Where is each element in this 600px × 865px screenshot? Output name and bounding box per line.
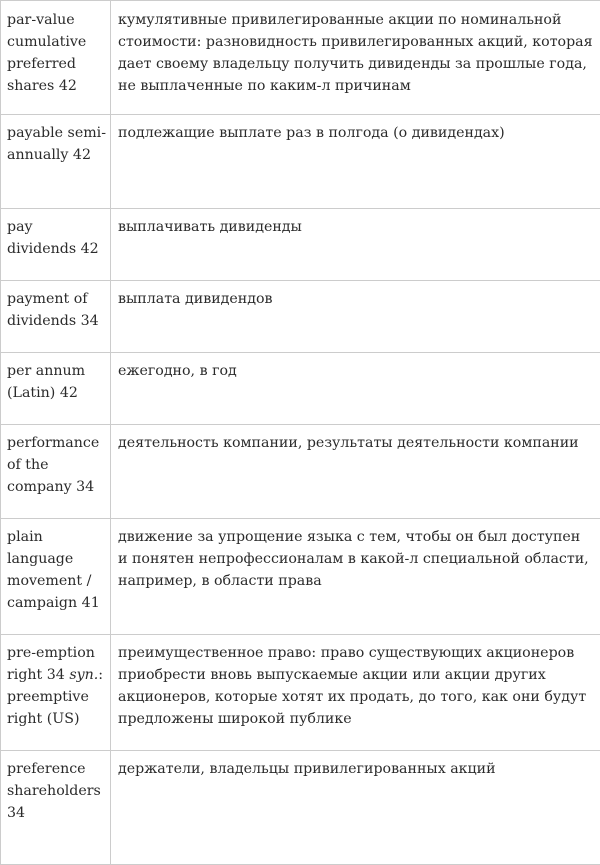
term-cell: performance of the company 34 bbox=[1, 425, 111, 519]
term-cell: payment of dividends 34 bbox=[1, 281, 111, 353]
table-row bbox=[1, 425, 600, 519]
table-row bbox=[1, 115, 600, 209]
definition-cell: ежегодно, в год bbox=[111, 353, 600, 425]
definition-cell: подлежащие выплате раз в полгода (о дивидендах) bbox=[111, 115, 600, 209]
term-cell: par-value cumulative preferred shares 42 bbox=[1, 1, 111, 115]
term-cell: preference shareholders 34 bbox=[1, 751, 111, 865]
table-row bbox=[1, 635, 600, 751]
term-cell: pay dividends 42 bbox=[1, 209, 111, 281]
definition-cell: выплата дивидендов bbox=[111, 281, 600, 353]
term-synonym-text: : preemptive right (US) bbox=[7, 667, 103, 727]
definition-cell: держатели, владельцы привилегированных акций bbox=[111, 751, 600, 865]
table-row bbox=[1, 353, 600, 425]
table-row bbox=[1, 751, 600, 865]
definition-cell: деятельность компании, результаты деятельности компании bbox=[111, 425, 600, 519]
table-row bbox=[1, 519, 600, 635]
term-cell: plain language movement / campaign 41 bbox=[1, 519, 111, 635]
definition-cell: преимущественное право: право существующих акционеров приобрести вновь выпускаемые акции или акции других акционеров, которые хотят их продать, до того, как они будут предложены широкой публике bbox=[111, 635, 600, 751]
term-text: pre-emption right 34 bbox=[7, 645, 95, 683]
table-row bbox=[1, 209, 600, 281]
term-cell bbox=[1, 635, 111, 751]
table-row bbox=[1, 281, 600, 353]
definition-cell: движение за упрощение языка с тем, чтобы он был доступен и понятен непрофессионалам в какой-л специальной области, например, в области права bbox=[111, 519, 600, 635]
definition-cell: выплачивать дивиденды bbox=[111, 209, 600, 281]
definition-cell: кумулятивные привилегированные акции по номинальной стоимости: разновидность привилегированных акций, которая дает своему владельцу получить дивиденды за прошлые года, не выплаченные по каким-л причинам bbox=[111, 1, 600, 115]
term-cell: payable semi-annually 42 bbox=[1, 115, 111, 209]
synonym-marker: syn. bbox=[69, 667, 98, 683]
term-cell: per annum (Latin) 42 bbox=[1, 353, 111, 425]
table-row bbox=[1, 1, 600, 115]
